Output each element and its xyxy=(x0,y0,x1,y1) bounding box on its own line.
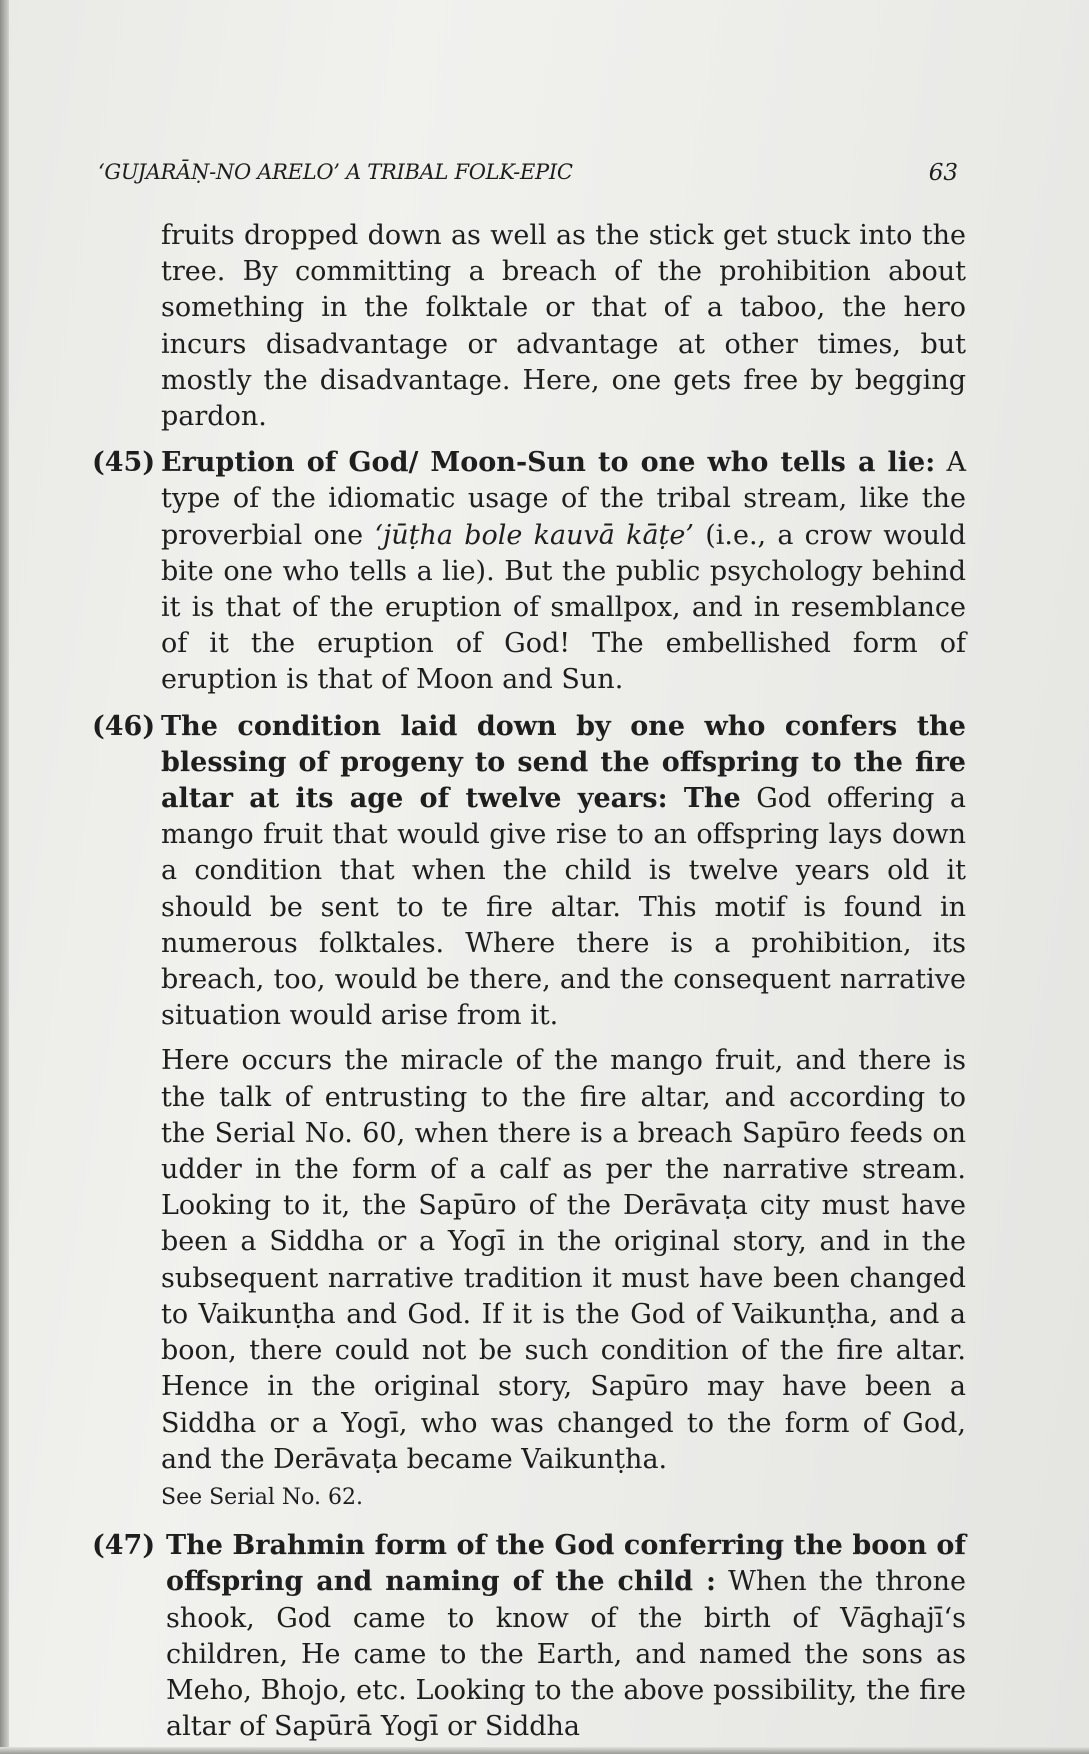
item-text: (i.e., a crow would bite one who tells a lie). But the public psychology behind it is that of the eruption of smallpox, and in resemblance of it the eruption of God! The embellished form of eruption is that of Moon and Sun. xyxy=(161,519,966,696)
item-body xyxy=(166,1528,966,1745)
see-also-note: See Serial No. 62. xyxy=(161,1484,363,1510)
item-45 xyxy=(92,445,966,698)
item-heading: The condition laid down by one who confers the blessing of progeny to send the offspring to the fire altar at its age of twelve years: The xyxy=(161,710,966,815)
item-text: God offering a mango fruit that would give rise to an offspring lays down a condition that when the child is twelve years old it should be sent to te fire altar. This motif is found in numerous folktales. Where there is a prohibition, its breach, too, would be there, and the consequent narrative situation would arise from it. xyxy=(161,783,966,1032)
item-text: A type of the idiomatic usage of the tribal stream, like the proverbial one xyxy=(161,447,966,551)
item-heading: Eruption of God/ Moon-Sun to one who tells a lie: xyxy=(161,447,936,479)
page-shadow-left xyxy=(0,0,9,1754)
item-body xyxy=(161,445,966,698)
item-paragraph-2 xyxy=(161,1043,966,1516)
item-number: (47) xyxy=(92,1530,156,1562)
item-body xyxy=(161,709,966,1516)
item-47 xyxy=(92,1528,966,1745)
proverb-italic: ‘jūṭha bole kauvā kāṭe’ xyxy=(374,519,694,551)
item-text: Here occurs the miracle of the mango fruit, and there is the talk of entrusting to the fire altar, and according to the Serial No. 60, when there is a breach Sapūro feeds on udder in the form of a calf as per the narrative stream. Looking to it, the Sapūro of the Derāvaṭa city must have been a Siddha or a Yogī in the original story, and in the subsequent narrative tradition it must have been changed to Vaikunṭha and God. If it is the God of Vaikunṭha, and a boon, there could not be such condition of the fire altar. Hence in the original story, Sapūro may have been a Siddha or a Yogī, who was changed to the form of God, and the Derāvaṭa became Vaikunṭha. xyxy=(161,1045,966,1475)
item-number: (46) xyxy=(92,710,156,742)
page-shadow-bottom xyxy=(0,1747,1089,1754)
running-header xyxy=(98,160,958,194)
page-number: 63 xyxy=(928,160,958,186)
item-paragraph xyxy=(161,709,966,1035)
item-text: When the throne shook, God came to know of the birth of Vāghajī‘s children, He came to the Earth, and named the sons as Meho, Bhojo, etc. Looking to the above possibility, the fire altar of Sapūrā Yogī or Siddha xyxy=(166,1566,966,1743)
item-46 xyxy=(92,709,966,1516)
running-title: ‘GUJARĀṆ-NO ARELO’ A TRIBAL FOLK-EPIC xyxy=(98,160,573,184)
item-heading: The Brahmin form of the God conferring the boon of offspring and naming of the child : xyxy=(166,1530,966,1598)
page-body xyxy=(92,218,966,1745)
continuation-paragraph: fruits dropped down as well as the stick get stuck into the tree. By committing a breach of the prohibition about something in the folktale or that of a taboo, the hero incurs disadvantage or advantage at other times, but mostly the disadvantage. Here, one gets free by begging pardon. xyxy=(161,220,966,433)
item-number: (45) xyxy=(92,447,156,479)
